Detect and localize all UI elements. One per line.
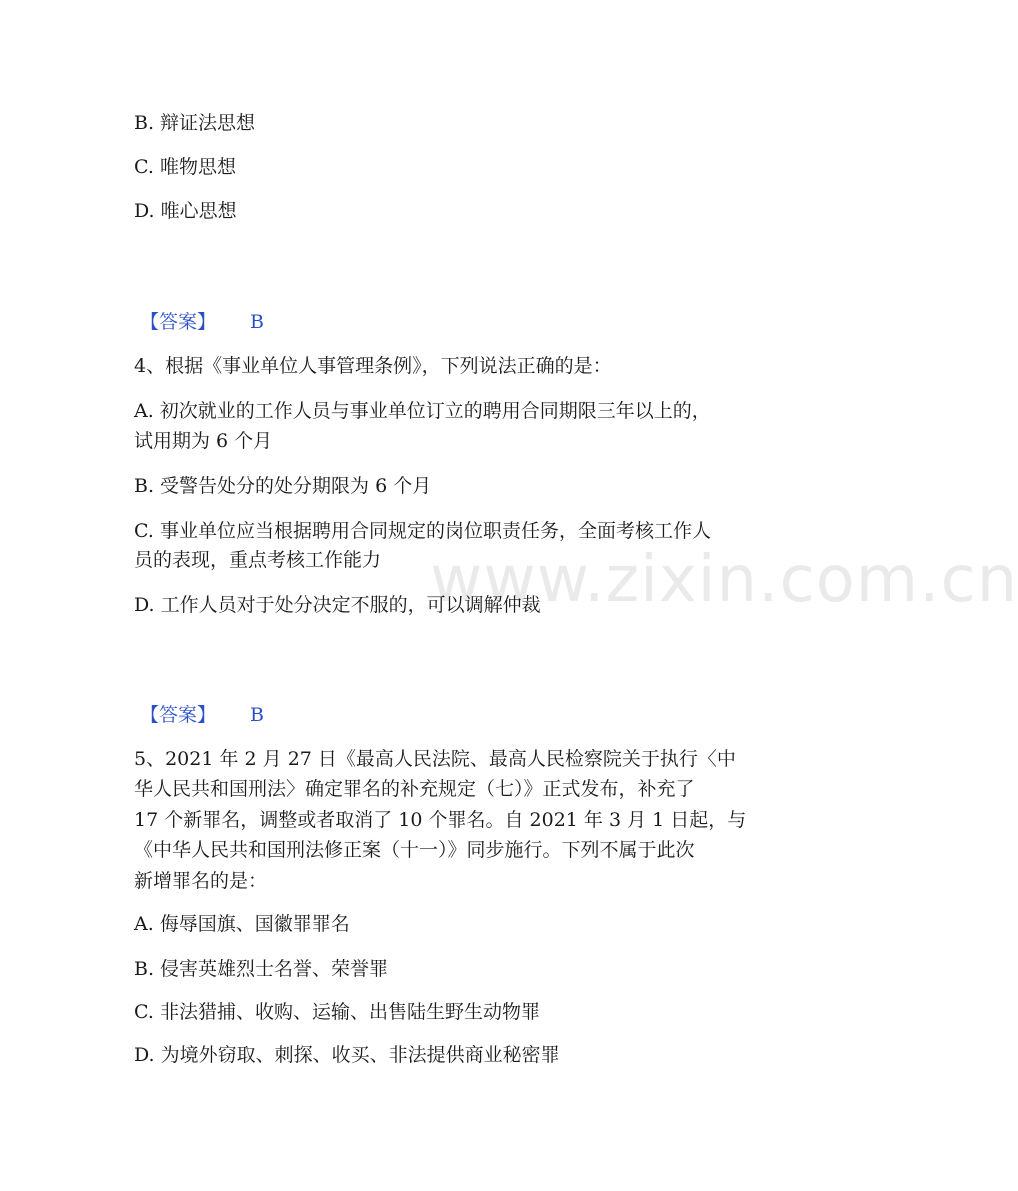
q3-option-d: D. 唯心思想 — [134, 200, 237, 222]
q4-option-a-line1: A. 初次就业的工作人员与事业单位订立的聘用合同期限三年以上的， — [134, 400, 711, 422]
q4-option-b: B. 受警告处分的处分期限为 6 个月 — [134, 475, 432, 497]
q5-stem-line4: 《中华人民共和国刑法修正案（十一）》同步施行。下列不属于此次 — [134, 839, 695, 861]
q5-option-a: A. 侮辱国旗、国徽罪罪名 — [134, 913, 350, 935]
answer-label: 【答案】 — [140, 311, 217, 333]
q4-option-c-line2: 员的表现，重点考核工作能力 — [134, 549, 382, 571]
answer-value: B — [250, 704, 264, 726]
q5-stem-line3: 17 个新罪名，调整或者取消了 10 个罪名。自 2021 年 3 月 1 日起，与 — [134, 809, 747, 831]
q3-answer — [140, 308, 264, 337]
q4-option-d: D. 工作人员对于处分决定不服的，可以调解仲裁 — [134, 594, 541, 616]
watermark: www.zixin.com.cn — [430, 543, 1018, 617]
q3-option-b: B. 辩证法思想 — [134, 112, 256, 134]
q4-answer — [140, 701, 264, 730]
q3-option-c: C. 唯物思想 — [134, 156, 236, 178]
q4-stem: 4、根据《事业单位人事管理条例》，下列说法正确的是： — [134, 355, 612, 377]
q4-option-a-line2: 试用期为 6 个月 — [134, 430, 273, 452]
q5-option-c: C. 非法猎捕、收购、运输、出售陆生野生动物罪 — [134, 1001, 540, 1023]
answer-label: 【答案】 — [140, 704, 217, 726]
q4-option-c-line1: C. 事业单位应当根据聘用合同规定的岗位职责任务，全面考核工作人 — [134, 520, 711, 542]
q5-option-d: D. 为境外窃取、刺探、收买、非法提供商业秘密罪 — [134, 1044, 560, 1066]
q5-stem-line5: 新增罪名的是： — [134, 870, 268, 892]
q5-option-b: B. 侵害英雄烈士名誉、荣誉罪 — [134, 958, 389, 980]
answer-value: B — [250, 311, 264, 333]
q5-stem-line2: 华人民共和国刑法〉确定罪名的补充规定（七）》正式发布，补充了 — [134, 778, 695, 800]
q5-stem-line1: 5、2021 年 2 月 27 日《最高人民法院、最高人民检察院关于执行〈中 — [134, 748, 736, 770]
